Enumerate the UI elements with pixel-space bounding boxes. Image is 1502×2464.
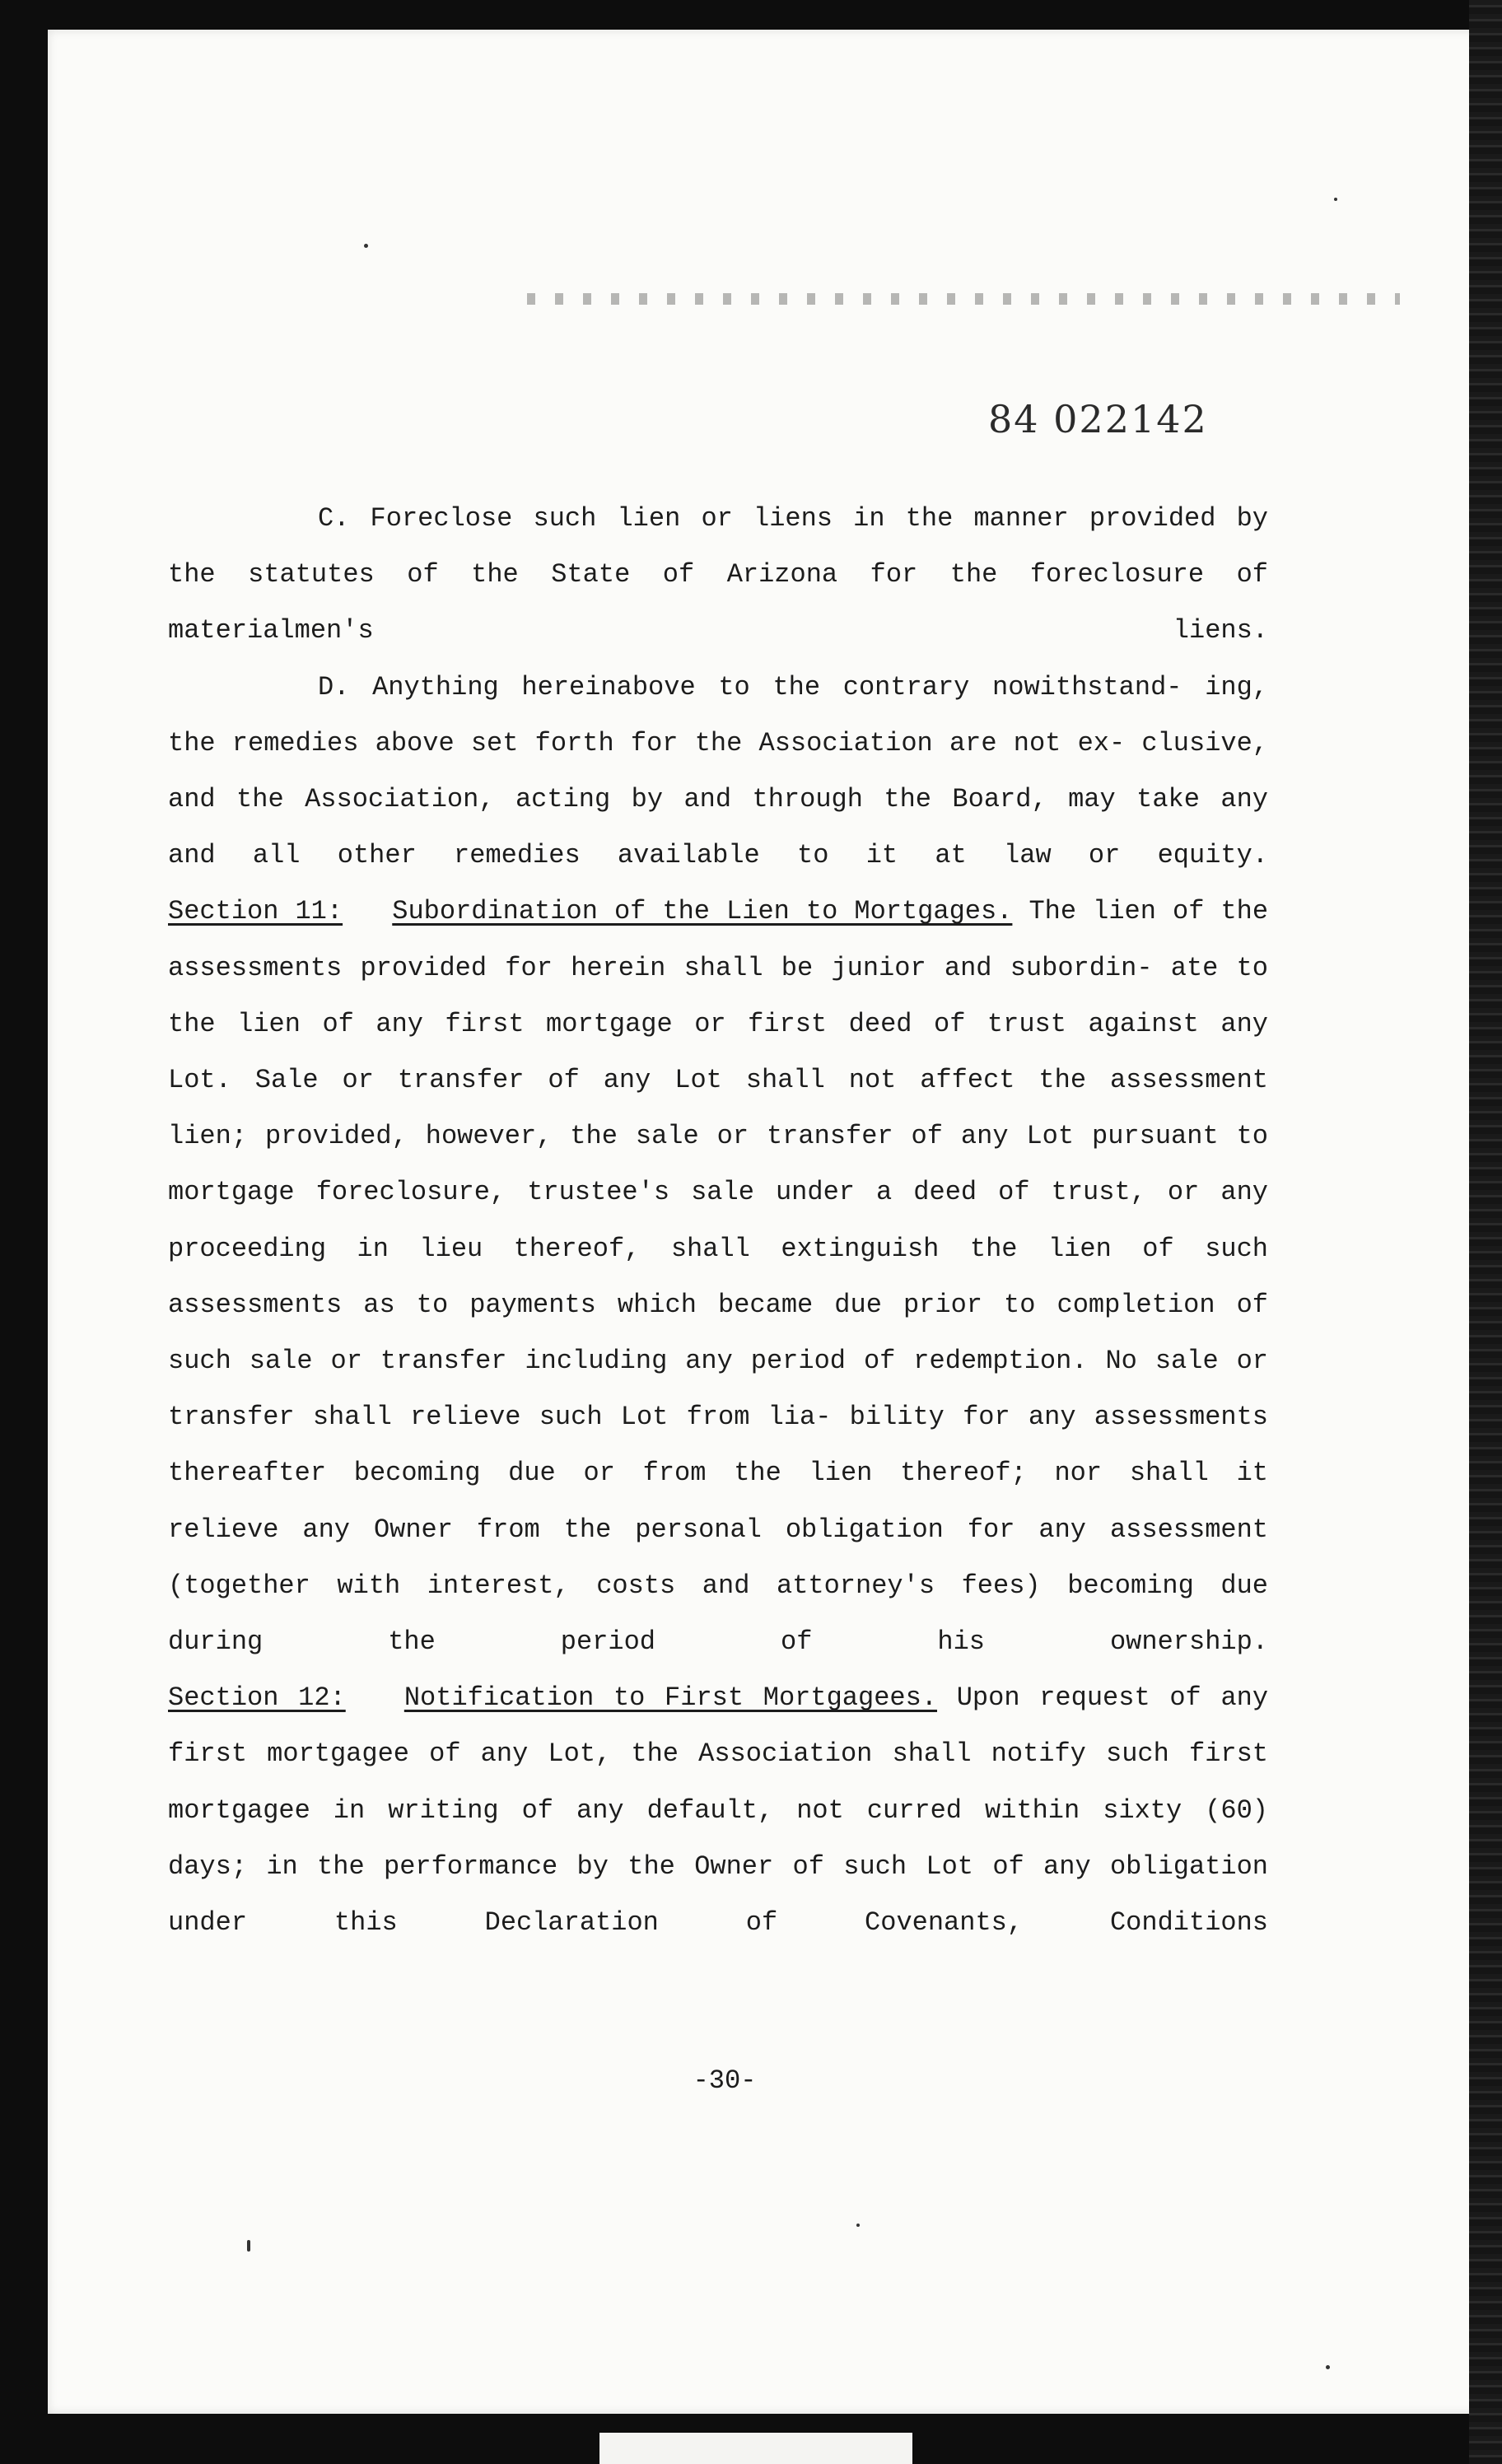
section-11 <box>168 884 1268 1670</box>
scan-speck <box>1326 2365 1330 2369</box>
section-11-title: Subordination of the Lien to Mortgages. <box>392 896 1013 927</box>
section-12-title: Notification to First Mortgagees. <box>403 1682 938 1714</box>
paragraph-c: C. Foreclose such lien or liens in the manner provided by the statutes of the State of Arizona for the foreclosure of materialmen's liens. <box>168 503 1268 646</box>
section-12-label: Section 12: <box>168 1682 346 1714</box>
document-number: 84 022142 <box>988 397 1208 441</box>
section-11-body: The lien of the assessments provided for herein shall be junior and subordin- ate to the lien of any first mortgage or first deed of trust against any Lot. Sale or transfer of any Lot shall not affect the assessment lien; provided, however, the sale or transfer of any Lot pursuant to mortgage foreclosure, trustee's sale under a deed of trust, or any proceeding in lieu thereof, shall extinguish the lien of such assessments as to payments which became due prior to completion of such sale or transfer including any period of redemption. No sale or transfer shall relieve such Lot from lia- bility for any assessments thereafter becoming due or from the lien thereof; nor shall it relieve any Owner from the personal obligation for any assessment (together with interest, costs and attorney's fees) becoming due during the period of his ownership. <box>168 896 1269 1658</box>
section-12 <box>168 1670 1268 1951</box>
document-body <box>168 491 1268 1951</box>
scan-speck <box>1334 198 1337 201</box>
section-11-label: Section 11: <box>168 896 343 927</box>
scan-edge <box>1469 0 1502 2464</box>
scan-speck <box>856 2224 860 2227</box>
section-12-body: Upon request of any first mortgagee of any Lot, the Association shall notify such first mortgagee in writing of any default, not curred within sixty (60) days; in the performance by the Owner of such Lot of any obligation under this Declaration of Covenants, Conditions <box>168 1682 1269 1939</box>
paragraph-d: D. Anything hereinabove to the contrary nowithstand- ing, the remedies above set forth for the Association are not ex- clusive, and the Association, acting by and through the Board, may take any and all other remedies available to it at law or equity. <box>168 671 1268 871</box>
scan-artifact-line <box>527 293 1400 305</box>
scan-speck <box>364 244 368 248</box>
page-number: -30- <box>693 2065 757 2096</box>
scan-speck <box>247 2240 250 2252</box>
scan-tab <box>599 2433 912 2464</box>
